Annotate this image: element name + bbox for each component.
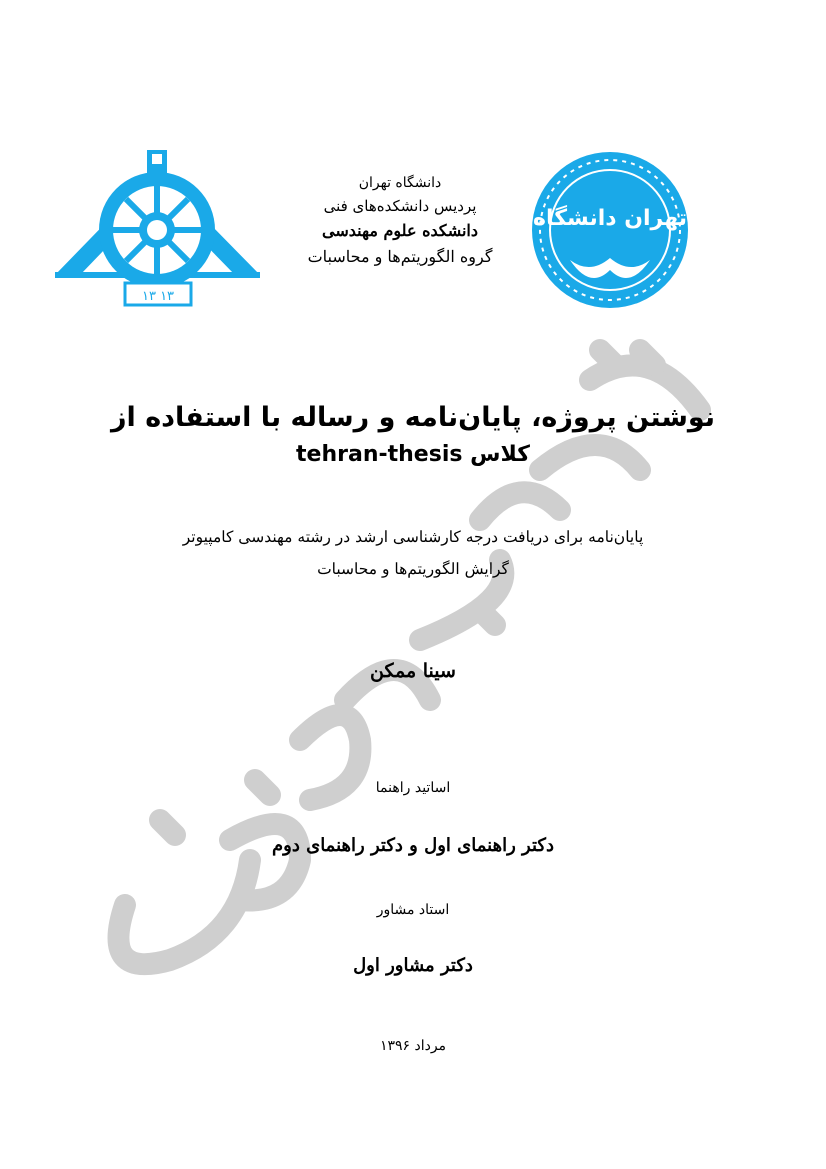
engineering-faculty-gear-emblem-icon — [55, 150, 260, 310]
department-name: گروه الگوریتم‌ها و محاسبات — [307, 247, 493, 266]
faculty-name: دانشکده علوم مهندسی — [322, 221, 478, 240]
thesis-title-line-2: کلاس tehran-thesis — [296, 442, 530, 467]
supervisors-names: دکتر راهنمای اول و دکتر راهنمای دوم — [271, 835, 554, 856]
submission-date: مرداد ۱۳۹۶ — [379, 1038, 447, 1054]
university-of-tehran-seal-icon — [530, 150, 690, 310]
degree-specialization: گرایش الگوریتم‌ها و محاسبات — [317, 560, 509, 578]
thesis-title-line-1: نوشتن پروژه، پایان‌نامه و رساله با استفاده از — [111, 402, 715, 433]
supervisors-label: اساتید راهنما — [375, 780, 451, 796]
university-name: دانشگاه تهران — [358, 175, 442, 191]
emblem-year-text: ۱۳ ۱۳ — [141, 289, 175, 304]
institution-header — [250, 172, 550, 270]
author-name: سینا ممکن — [370, 660, 456, 682]
advisor-name: دکتر مشاور اول — [353, 955, 473, 976]
degree-description: پایان‌نامه برای دریافت درجه کارشناسی ارشد در رشته مهندسی کامپیوتر — [182, 528, 644, 546]
advisor-label: استاد مشاور — [376, 902, 450, 918]
campus-name: پردیس دانشکده‌های فنی — [323, 197, 477, 215]
seal-text: تهران دانشگاه — [533, 206, 687, 231]
